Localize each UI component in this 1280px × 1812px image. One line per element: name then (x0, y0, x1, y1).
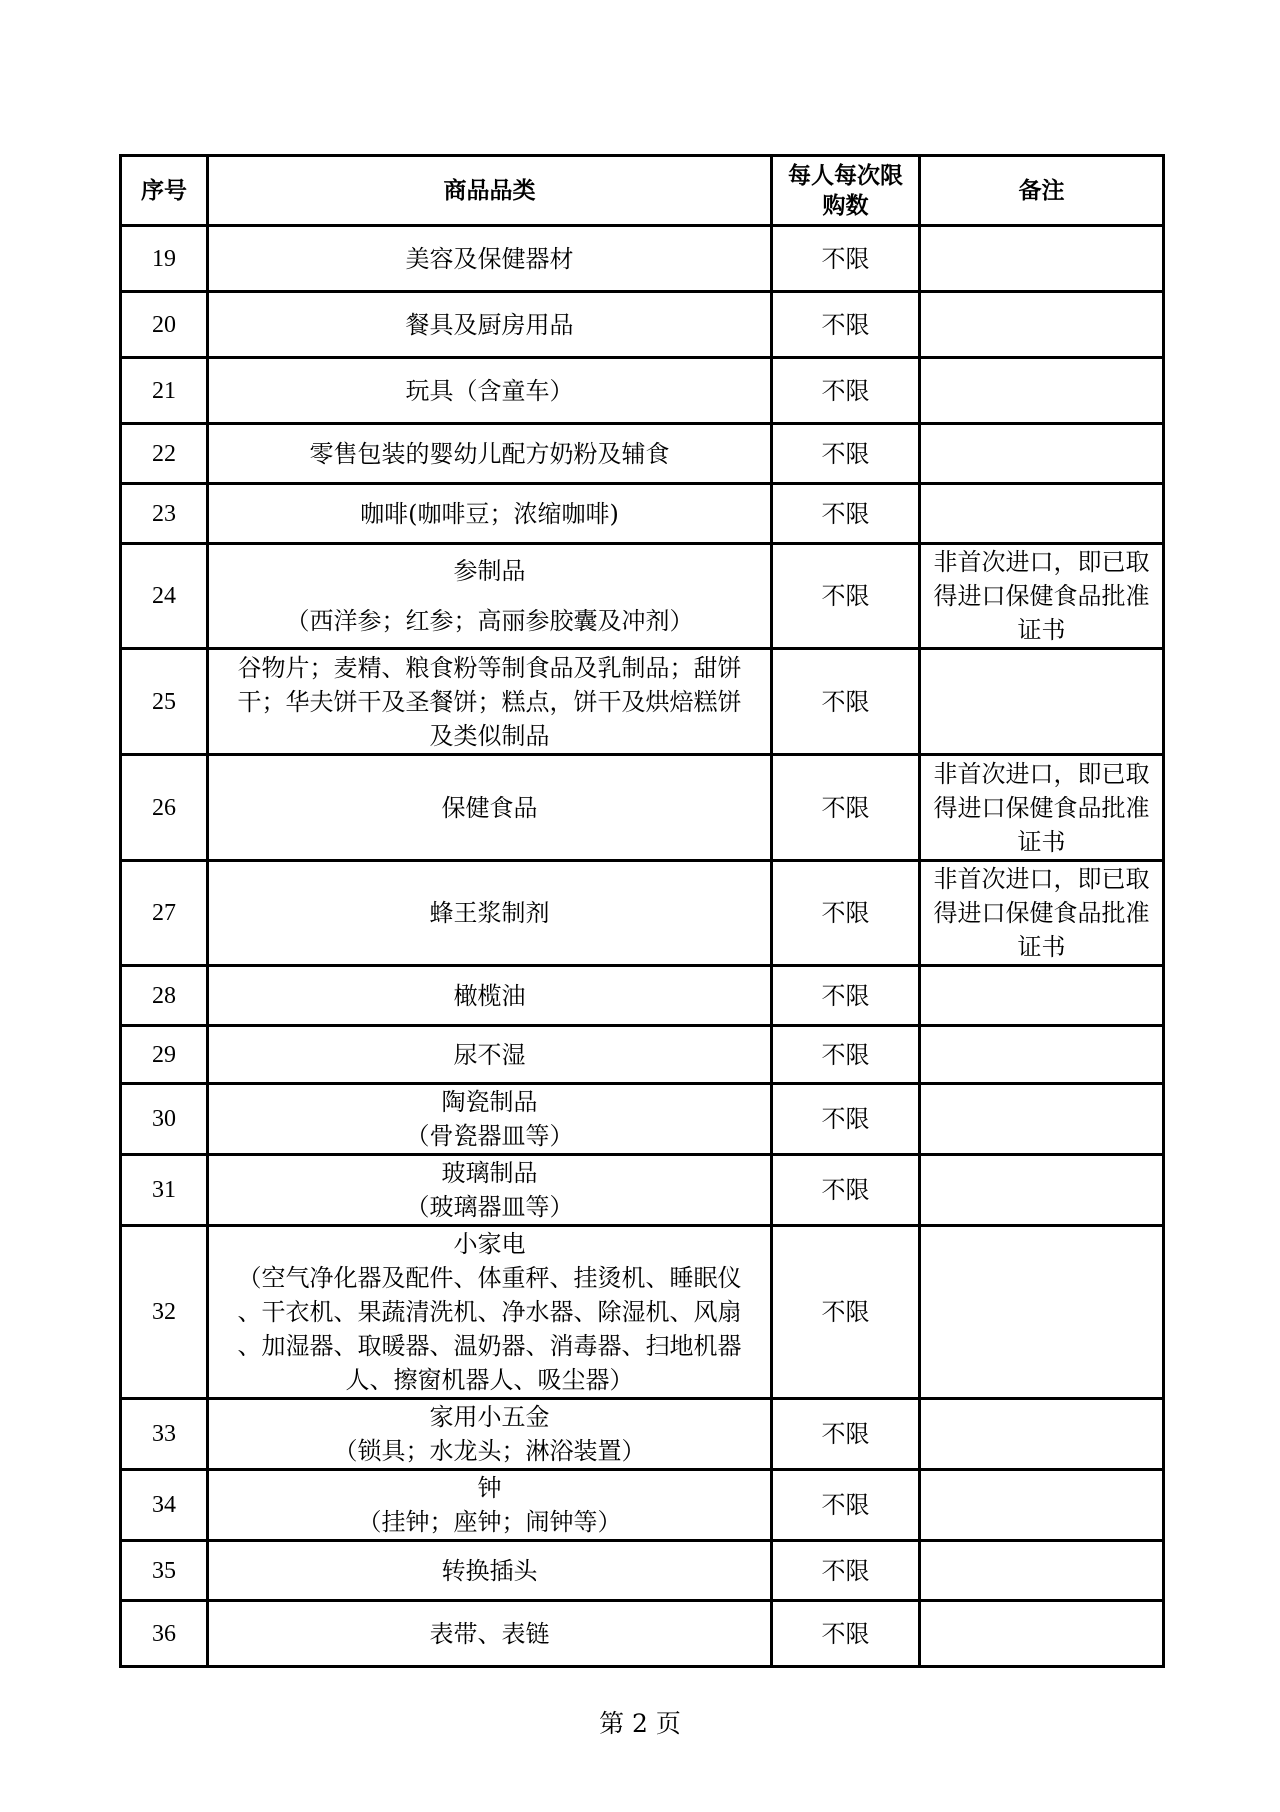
row-category (208, 861, 772, 966)
row-remark (920, 1399, 1164, 1470)
row-limit: 不限 (772, 358, 920, 424)
row-category (208, 424, 772, 484)
row-seq: 32 (121, 1226, 208, 1399)
row-limit: 不限 (772, 1226, 920, 1399)
row-category-line: 零售包装的婴幼儿配方奶粉及辅食 (309, 439, 670, 468)
row-category-line: 餐具及厨房用品 (405, 310, 574, 339)
row-remark (920, 1026, 1164, 1084)
row-limit: 不限 (772, 1026, 920, 1084)
row-category-line: （挂钟；座钟；闹钟等） (357, 1508, 622, 1536)
row-remark-line: 得进口保健食品批准 (933, 582, 1150, 610)
row-seq: 29 (121, 1026, 208, 1084)
row-limit: 不限 (772, 755, 920, 861)
row-remark (920, 1470, 1164, 1541)
row-category-line: 转换插头 (441, 1556, 538, 1585)
row-limit: 不限 (772, 1155, 920, 1226)
table-header-row (121, 156, 1164, 226)
row-category-line: 、干衣机、果蔬清洗机、净水器、除湿机、风扇 (237, 1298, 742, 1326)
row-seq: 27 (121, 861, 208, 966)
row-seq: 20 (121, 292, 208, 358)
row-category-line: 橄榄油 (453, 981, 526, 1010)
page-number: 第 2 页 (599, 1709, 681, 1738)
table-row (121, 1470, 1164, 1541)
row-category-line: 保健食品 (441, 793, 538, 822)
row-limit: 不限 (772, 966, 920, 1026)
row-seq: 31 (121, 1155, 208, 1226)
row-seq: 35 (121, 1541, 208, 1601)
row-remark (920, 1601, 1164, 1667)
row-remark (920, 861, 1164, 966)
row-category (208, 649, 772, 755)
row-seq: 36 (121, 1601, 208, 1667)
row-category-line: 参制品 (453, 557, 526, 585)
row-category (208, 966, 772, 1026)
table-row (121, 1155, 1164, 1226)
row-limit: 不限 (772, 292, 920, 358)
row-category (208, 1084, 772, 1155)
row-category-line: 表带、表链 (429, 1619, 550, 1648)
row-remark-line: 非首次进口，即已取 (933, 759, 1150, 788)
row-category (208, 1399, 772, 1470)
row-category (208, 1026, 772, 1084)
row-remark-line: 得进口保健食品批准 (933, 793, 1150, 822)
row-seq: 22 (121, 424, 208, 484)
row-remark (920, 966, 1164, 1026)
row-category (208, 292, 772, 358)
table-row (121, 861, 1164, 966)
table-body (121, 226, 1164, 1667)
row-category-line: 及类似制品 (429, 721, 550, 750)
header-limit-line2: 购数 (822, 192, 869, 219)
row-category-line: 陶瓷制品 (441, 1088, 538, 1116)
row-seq: 24 (121, 544, 208, 649)
row-seq: 33 (121, 1399, 208, 1470)
row-category (208, 484, 772, 544)
table-row (121, 1084, 1164, 1155)
row-category-line: 咖啡(咖啡豆；浓缩咖啡) (360, 499, 619, 528)
row-seq: 25 (121, 649, 208, 755)
table-row (121, 358, 1164, 424)
header-limit (772, 156, 920, 226)
row-category (208, 1155, 772, 1226)
row-category-line: 、加湿器、取暖器、温奶器、消毒器、扫地机器 (237, 1332, 742, 1360)
row-remark (920, 292, 1164, 358)
row-category (208, 544, 772, 649)
row-remark-line: 得进口保健食品批准 (933, 899, 1150, 927)
row-remark (920, 1084, 1164, 1155)
row-seq: 21 (121, 358, 208, 424)
header-seq: 序号 (121, 156, 208, 226)
table-row (121, 292, 1164, 358)
row-category (208, 358, 772, 424)
row-remark-line: 证书 (1017, 933, 1066, 961)
row-limit: 不限 (772, 1399, 920, 1470)
table-row (121, 484, 1164, 544)
row-category (208, 755, 772, 861)
row-category-line: 人、擦窗机器人、吸尘器） (345, 1366, 634, 1394)
row-limit: 不限 (772, 1601, 920, 1667)
row-category-line: 钟 (477, 1474, 502, 1502)
row-limit: 不限 (772, 424, 920, 484)
table-row (121, 1399, 1164, 1470)
table-row (121, 755, 1164, 861)
row-remark (920, 1226, 1164, 1399)
table-row (121, 1226, 1164, 1399)
row-category-line: （西洋参；红参；高丽参胶囊及冲剂） (285, 607, 694, 635)
row-category-line: （骨瓷器皿等） (405, 1122, 574, 1150)
row-category-line: 蜂王浆制剂 (429, 899, 550, 927)
row-seq: 34 (121, 1470, 208, 1541)
row-category-line: （玻璃器皿等） (405, 1193, 574, 1221)
row-category-line: 玩具（含童车） (405, 376, 574, 405)
row-limit: 不限 (772, 226, 920, 292)
table-row (121, 1601, 1164, 1667)
row-remark-line: 非首次进口，即已取 (933, 865, 1150, 893)
row-category-line: 干；华夫饼干及圣餐饼；糕点，饼干及烘焙糕饼 (237, 687, 742, 716)
row-limit: 不限 (772, 484, 920, 544)
table-row (121, 966, 1164, 1026)
row-remark (920, 226, 1164, 292)
row-remark (920, 484, 1164, 544)
row-limit: 不限 (772, 861, 920, 966)
row-remark (920, 649, 1164, 755)
table-row (121, 544, 1164, 649)
row-category (208, 1601, 772, 1667)
row-limit: 不限 (772, 544, 920, 649)
row-seq: 28 (121, 966, 208, 1026)
row-limit: 不限 (772, 1541, 920, 1601)
row-remark-line: 证书 (1017, 616, 1066, 644)
table-row (121, 424, 1164, 484)
row-category-line: 小家电 (453, 1230, 526, 1258)
row-seq: 30 (121, 1084, 208, 1155)
table-row (121, 226, 1164, 292)
row-remark (920, 424, 1164, 484)
row-category (208, 1470, 772, 1541)
row-category-line: 家用小五金 (429, 1403, 550, 1431)
row-category (208, 226, 772, 292)
row-remark (920, 358, 1164, 424)
row-limit: 不限 (772, 649, 920, 755)
table-row (121, 649, 1164, 755)
row-category-line: 玻璃制品 (441, 1159, 538, 1187)
row-remark-line: 非首次进口，即已取 (933, 548, 1150, 576)
row-category-line: （空气净化器及配件、体重秤、挂烫机、睡眠仪 (237, 1264, 742, 1292)
row-category (208, 1226, 772, 1399)
product-limit-table (119, 154, 1165, 1668)
header-remark: 备注 (920, 156, 1164, 226)
row-remark (920, 544, 1164, 649)
row-seq: 19 (121, 226, 208, 292)
table-row (121, 1541, 1164, 1601)
table-row (121, 1026, 1164, 1084)
row-category-line: 尿不湿 (453, 1040, 526, 1069)
row-limit: 不限 (772, 1084, 920, 1155)
row-limit: 不限 (772, 1470, 920, 1541)
row-category-line: 美容及保健器材 (405, 244, 574, 273)
row-category-line: （锁具；水龙头；淋浴装置） (333, 1437, 646, 1465)
header-category: 商品品类 (208, 156, 772, 226)
row-remark (920, 755, 1164, 861)
row-seq: 23 (121, 484, 208, 544)
header-limit-line1: 每人每次限 (788, 162, 903, 189)
row-category (208, 1541, 772, 1601)
row-remark (920, 1541, 1164, 1601)
row-remark (920, 1155, 1164, 1226)
row-category-line: 谷物片；麦精、粮食粉等制食品及乳制品；甜饼 (237, 653, 742, 682)
row-seq: 26 (121, 755, 208, 861)
row-remark-line: 证书 (1017, 827, 1066, 856)
